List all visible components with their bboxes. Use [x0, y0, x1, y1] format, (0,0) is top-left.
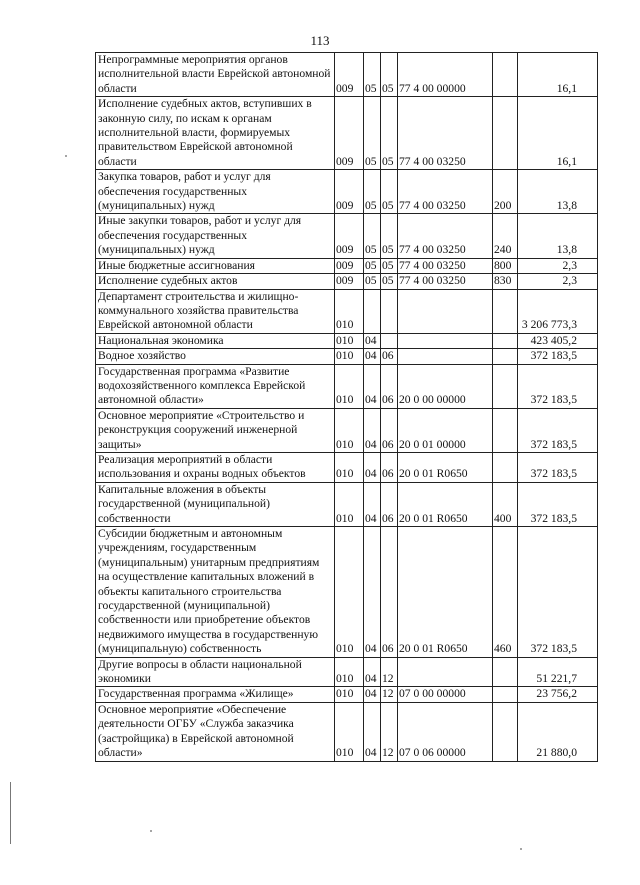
row-subsection: 12	[381, 702, 398, 761]
table-row	[96, 97, 598, 170]
row-amount: 13,8	[518, 170, 598, 214]
table-row	[96, 408, 598, 452]
row-amount: 423 405,2	[518, 333, 598, 348]
row-grbs: 009	[335, 214, 364, 258]
table-row	[96, 364, 598, 408]
row-grbs: 010	[335, 364, 364, 408]
row-subsection: 05	[381, 170, 398, 214]
row-target-article: 77 4 00 03250	[398, 214, 493, 258]
row-subsection: 06	[381, 408, 398, 452]
row-name: Водное хозяйство	[96, 349, 335, 364]
row-expense-type	[493, 687, 518, 702]
row-grbs: 010	[335, 349, 364, 364]
row-target-article: 07 0 06 00000	[398, 702, 493, 761]
row-section	[364, 289, 381, 333]
row-name: Основное мероприятие «Строительство и реконструкция сооружений инженерной защиты»	[96, 408, 335, 452]
table-row	[96, 333, 598, 348]
row-subsection: 05	[381, 214, 398, 258]
row-grbs: 009	[335, 97, 364, 170]
row-section: 04	[364, 349, 381, 364]
row-name: Непрограммные мероприятия органов исполнительной власти Еврейской автономной области	[96, 53, 335, 97]
row-name: Департамент строительства и жилищно-коммунального хозяйства правительства Еврейской автономной области	[96, 289, 335, 333]
row-expense-type	[493, 452, 518, 482]
row-grbs: 010	[335, 687, 364, 702]
row-expense-type: 200	[493, 170, 518, 214]
row-grbs: 009	[335, 53, 364, 97]
row-section: 04	[364, 482, 381, 526]
row-section: 05	[364, 274, 381, 289]
row-expense-type	[493, 702, 518, 761]
row-section: 04	[364, 452, 381, 482]
row-grbs: 010	[335, 408, 364, 452]
row-subsection: 12	[381, 687, 398, 702]
row-grbs: 010	[335, 527, 364, 658]
row-expense-type: 240	[493, 214, 518, 258]
row-subsection: 06	[381, 482, 398, 526]
row-subsection: 06	[381, 364, 398, 408]
row-subsection	[381, 333, 398, 348]
row-name: Реализация мероприятий в области использования и охраны водных объектов	[96, 452, 335, 482]
row-target-article: 20 0 01 R0650	[398, 452, 493, 482]
row-target-article: 77 4 00 03250	[398, 258, 493, 273]
row-subsection: 06	[381, 349, 398, 364]
row-grbs: 009	[335, 258, 364, 273]
table-row	[96, 702, 598, 761]
row-expense-type: 460	[493, 527, 518, 658]
row-subsection: 05	[381, 97, 398, 170]
row-section: 04	[364, 408, 381, 452]
row-subsection: 12	[381, 657, 398, 687]
table-row	[96, 349, 598, 364]
row-amount: 21 880,0	[518, 702, 598, 761]
row-amount: 372 183,5	[518, 349, 598, 364]
row-name: Иные бюджетные ассигнования	[96, 258, 335, 273]
table-row	[96, 214, 598, 258]
row-target-article: 77 4 00 03250	[398, 97, 493, 170]
margin-line-mark	[10, 782, 11, 844]
row-expense-type: 400	[493, 482, 518, 526]
row-amount: 3 206 773,3	[518, 289, 598, 333]
budget-table-body	[96, 53, 598, 762]
row-target-article	[398, 333, 493, 348]
row-section: 04	[364, 364, 381, 408]
row-target-article	[398, 349, 493, 364]
row-amount: 23 756,2	[518, 687, 598, 702]
table-row	[96, 289, 598, 333]
row-section: 04	[364, 657, 381, 687]
row-name: Исполнение судебных актов	[96, 274, 335, 289]
table-row	[96, 657, 598, 687]
row-subsection: 05	[381, 53, 398, 97]
row-target-article: 77 4 00 03250	[398, 274, 493, 289]
row-amount: 16,1	[518, 97, 598, 170]
row-subsection: 06	[381, 452, 398, 482]
row-section: 05	[364, 170, 381, 214]
row-section: 04	[364, 333, 381, 348]
scan-speck	[65, 155, 67, 157]
row-name: Исполнение судебных актов, вступивших в законную силу, по искам к органам исполнительной власти, формируемых правительством Еврейской автономной области	[96, 97, 335, 170]
row-amount: 372 183,5	[518, 452, 598, 482]
row-amount: 2,3	[518, 258, 598, 273]
row-section: 04	[364, 527, 381, 658]
row-grbs: 010	[335, 289, 364, 333]
row-subsection: 05	[381, 258, 398, 273]
row-amount: 13,8	[518, 214, 598, 258]
row-subsection: 06	[381, 527, 398, 658]
row-target-article: 77 4 00 03250	[398, 170, 493, 214]
row-target-article	[398, 657, 493, 687]
row-section: 04	[364, 702, 381, 761]
row-amount: 16,1	[518, 53, 598, 97]
row-section: 05	[364, 53, 381, 97]
row-amount: 372 183,5	[518, 482, 598, 526]
row-amount: 51 221,7	[518, 657, 598, 687]
row-expense-type	[493, 657, 518, 687]
row-name: Национальная экономика	[96, 333, 335, 348]
row-grbs: 010	[335, 482, 364, 526]
row-target-article: 77 4 00 00000	[398, 53, 493, 97]
row-grbs: 010	[335, 702, 364, 761]
table-row	[96, 452, 598, 482]
row-name: Иные закупки товаров, работ и услуг для обеспечения государственных (муниципальных) нужд	[96, 214, 335, 258]
row-name: Государственная программа «Жилище»	[96, 687, 335, 702]
row-expense-type	[493, 333, 518, 348]
row-target-article	[398, 289, 493, 333]
row-expense-type	[493, 408, 518, 452]
row-expense-type	[493, 53, 518, 97]
table-row	[96, 274, 598, 289]
row-expense-type	[493, 97, 518, 170]
row-grbs: 010	[335, 657, 364, 687]
row-name: Субсидии бюджетным и автономным учреждениям, государственным (муниципальным) унитарным предприятиям на осуществление капитальных вложений в объекты капитального строительства государственной (муниципальной) собственности или приобретение объектов недвижимого имущества в государственную (муниципальную) собственность	[96, 527, 335, 658]
row-target-article: 07 0 00 00000	[398, 687, 493, 702]
row-name: Другие вопросы в области национальной экономики	[96, 657, 335, 687]
row-amount: 2,3	[518, 274, 598, 289]
row-section: 05	[364, 97, 381, 170]
row-target-article: 20 0 00 00000	[398, 364, 493, 408]
row-amount: 372 183,5	[518, 364, 598, 408]
row-amount: 372 183,5	[518, 408, 598, 452]
table-row	[96, 258, 598, 273]
table-row	[96, 53, 598, 97]
row-target-article: 20 0 01 R0650	[398, 527, 493, 658]
table-row	[96, 170, 598, 214]
row-name: Закупка товаров, работ и услуг для обеспечения государственных (муниципальных) нужд	[96, 170, 335, 214]
table-row	[96, 482, 598, 526]
row-grbs: 010	[335, 452, 364, 482]
row-expense-type	[493, 289, 518, 333]
row-expense-type: 800	[493, 258, 518, 273]
table-row	[96, 527, 598, 658]
row-grbs: 010	[335, 333, 364, 348]
row-name: Основное мероприятие «Обеспечение деятельности ОГБУ «Служба заказчика (застройщика) в Еврейской автономной области»	[96, 702, 335, 761]
row-expense-type: 830	[493, 274, 518, 289]
row-subsection: 05	[381, 274, 398, 289]
row-section: 05	[364, 258, 381, 273]
row-subsection	[381, 289, 398, 333]
row-amount: 372 183,5	[518, 527, 598, 658]
table-row	[96, 687, 598, 702]
row-expense-type	[493, 364, 518, 408]
row-section: 04	[364, 687, 381, 702]
row-grbs: 009	[335, 274, 364, 289]
row-grbs: 009	[335, 170, 364, 214]
row-name: Капитальные вложения в объекты государственной (муниципальной) собственности	[96, 482, 335, 526]
page-number: 113	[310, 33, 330, 48]
row-expense-type	[493, 349, 518, 364]
row-section: 05	[364, 214, 381, 258]
row-target-article: 20 0 01 00000	[398, 408, 493, 452]
scan-speck	[520, 848, 522, 850]
row-target-article: 20 0 01 R0650	[398, 482, 493, 526]
row-name: Государственная программа «Развитие водохозяйственного комплекса Еврейской автономной области»	[96, 364, 335, 408]
scan-speck	[150, 830, 152, 832]
budget-table	[95, 52, 598, 762]
